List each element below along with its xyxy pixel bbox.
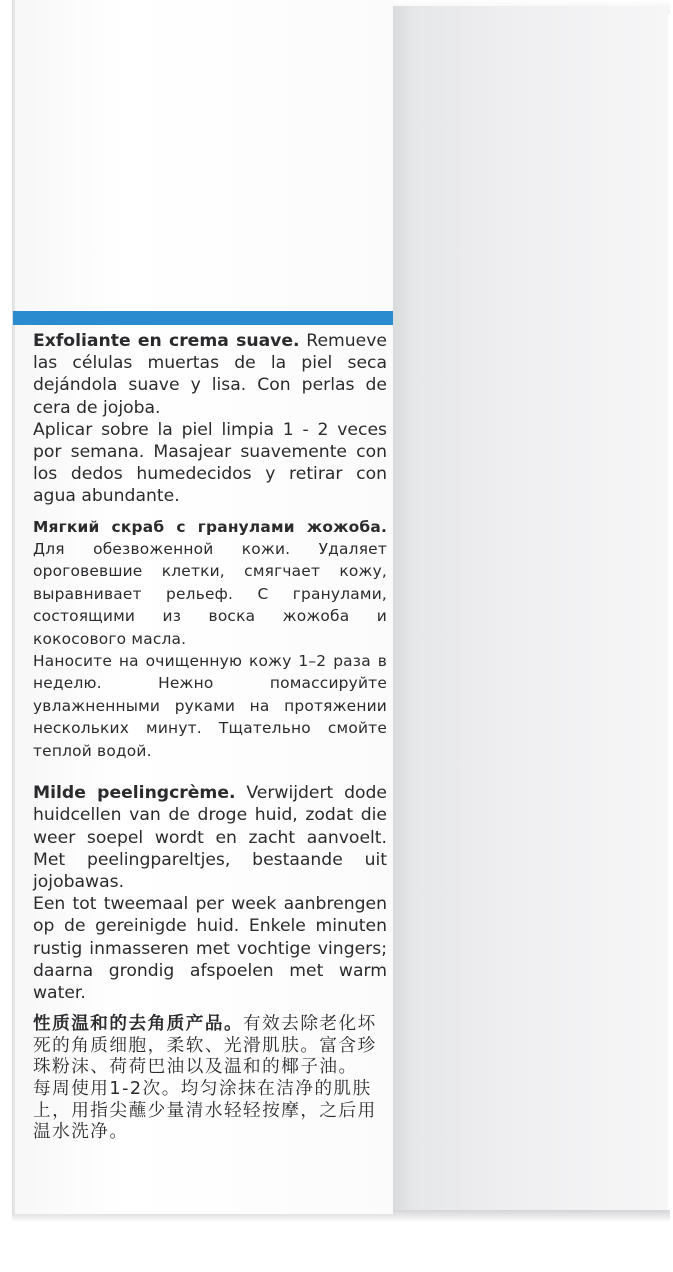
chinese-block [33, 1004, 387, 1154]
russian-body: Для обезвоженной кожи. Удаляет ороговевшие клетки, смягчает кожу, выравнивает рельеф. С гранулами, состоящими из воска жожоба и кокосового масла. [33, 540, 387, 648]
spanish-usage: Aplicar sobre la piel limpia 1 - 2 veces por semana. Masajear suavemente con los dedos humedecidos y retirar con agua abundante. [33, 419, 387, 507]
spanish-lead: Exfoliante en crema suave. [33, 331, 300, 351]
dutch-description [33, 782, 387, 893]
label-text [33, 330, 387, 1154]
dutch-lead: Milde peelingcrème. [33, 783, 236, 804]
russian-lead: Мягкий скраб с гранулами жожоба. [33, 517, 387, 536]
russian-description [33, 516, 387, 650]
chinese-usage: 每周使用1-2次。均匀涂抹在洁净的肌肤上，用指尖蘸少量清水轻轻按摩，之后用温水洗净。 [33, 1078, 377, 1143]
dutch-body: Verwijdert dode huidcellen van de droge huid, zodat die weer soepel wordt en zacht aanvoelt. Met peelingpareltjes, bestaande uit jojobawas. [33, 783, 387, 892]
chinese-description [33, 1014, 387, 1079]
product-box [12, 0, 393, 1214]
chinese-lead: 性质温和的去角质产品。 [33, 1014, 244, 1035]
accent-stripe [13, 311, 393, 325]
box-side-shadow [392, 6, 668, 1218]
chinese-body: 有效去除老化坏死的角质细胞，柔软、光滑肌肤。富含珍珠粉沫、荷荷巴油以及温和的椰子油。 [33, 1014, 377, 1078]
spanish-body: Remueve las células muertas de la piel seca dejándola suave y lisa. Con perlas de cera de jojoba. [33, 331, 387, 418]
russian-usage: Наносите на очищенную кожу 1–2 раза в неделю. Нежно помассируйте увлажненными руками на протяжении нескольких минут. Тщательно смойте теплой водой. [33, 652, 387, 760]
spanish-description [33, 330, 387, 419]
dutch-usage: Een tot tweemaal per week aanbrengen op de gereinigde huid. Enkele minuten rustig inmasseren met vochtige vingers; daarna grondig afspoelen met warm water. [33, 894, 387, 1003]
